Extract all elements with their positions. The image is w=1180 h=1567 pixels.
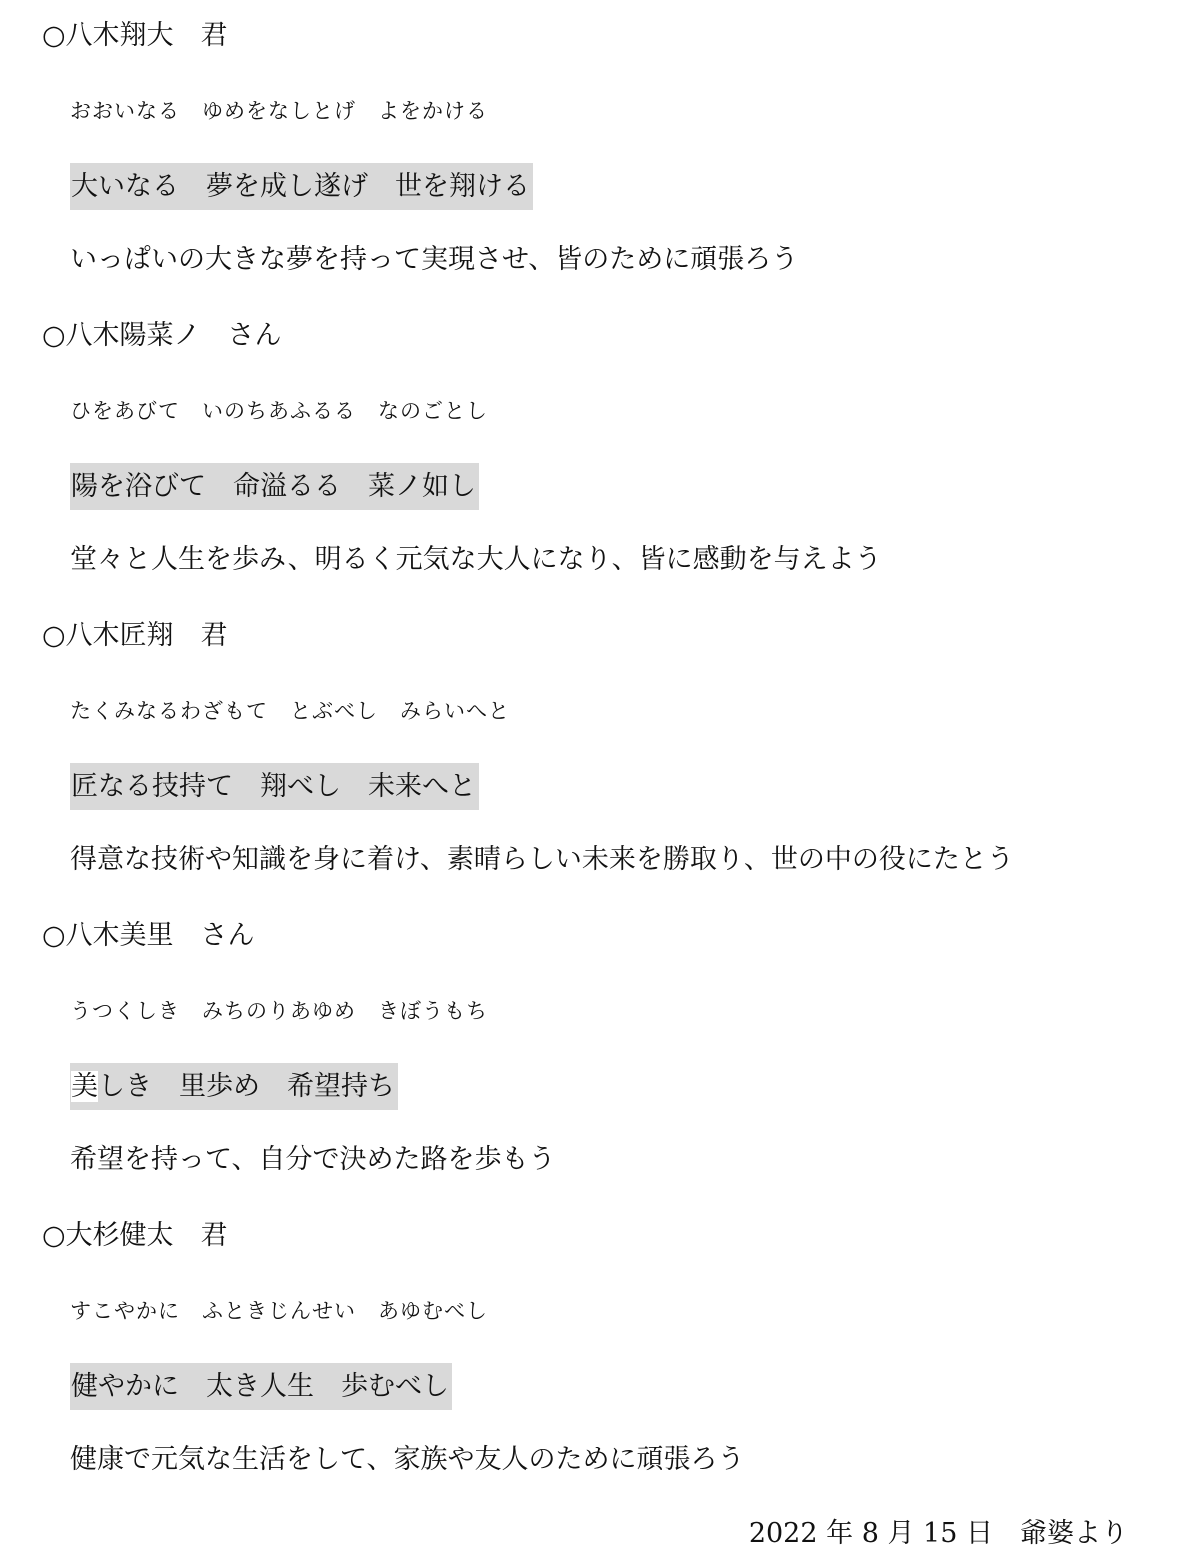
poem-meaning: いっぱいの大きな夢を持って実現させ、皆のために頑張ろう (70, 244, 799, 275)
poem-entry-1 (0, 0, 1180, 300)
poem-reading: たくみなるわざもて とぶべし みらいへと (70, 699, 510, 723)
poem-text-first-char: 美 (71, 1071, 98, 1102)
poem-text-rest: しき 里歩め 希望持ち (98, 1071, 395, 1102)
recipient-name: ○大杉健太 君 (42, 1220, 228, 1251)
poem-reading: ひをあびて いのちあふるる なのごとし (70, 399, 488, 423)
poem-reading: すこやかに ふときじんせい あゆむべし (70, 1299, 488, 1323)
poem-text: 健やかに 太き人生 歩むべし (70, 1363, 452, 1410)
date-signature: 2022 年 8 月 15 日 爺婆より (748, 1518, 1128, 1549)
poem-reading: うつくしき みちのりあゆめ きぼうもち (70, 999, 488, 1023)
recipient-name: ○八木美里 さん (42, 920, 255, 951)
poem-meaning: 堂々と人生を歩み、明るく元気な大人になり、皆に感動を与えよう (70, 544, 882, 575)
poem-meaning: 健康で元気な生活をして、家族や友人のために頑張ろう (70, 1444, 745, 1475)
poem-entry-4 (0, 900, 1180, 1200)
recipient-name: ○八木翔大 君 (42, 20, 228, 51)
poem-entry-5 (0, 1200, 1180, 1500)
recipient-name: ○八木匠翔 君 (42, 620, 228, 651)
poem-meaning: 得意な技術や知識を身に着け、素晴らしい未来を勝取り、世の中の役にたとう (70, 844, 1014, 875)
poem-entry-2 (0, 300, 1180, 600)
poem-text (70, 1063, 398, 1110)
recipient-name: ○八木陽菜ノ さん (42, 320, 282, 351)
poem-meaning: 希望を持って、自分で決めた路を歩もう (70, 1144, 556, 1175)
poem-entry-3 (0, 600, 1180, 900)
poem-text: 大いなる 夢を成し遂げ 世を翔ける (70, 163, 533, 210)
poem-text: 陽を浴びて 命溢るる 菜ノ如し (70, 463, 479, 510)
poem-reading: おおいなる ゆめをなしとげ よをかける (70, 99, 488, 123)
poem-text: 匠なる技持て 翔べし 未来へと (70, 763, 479, 810)
